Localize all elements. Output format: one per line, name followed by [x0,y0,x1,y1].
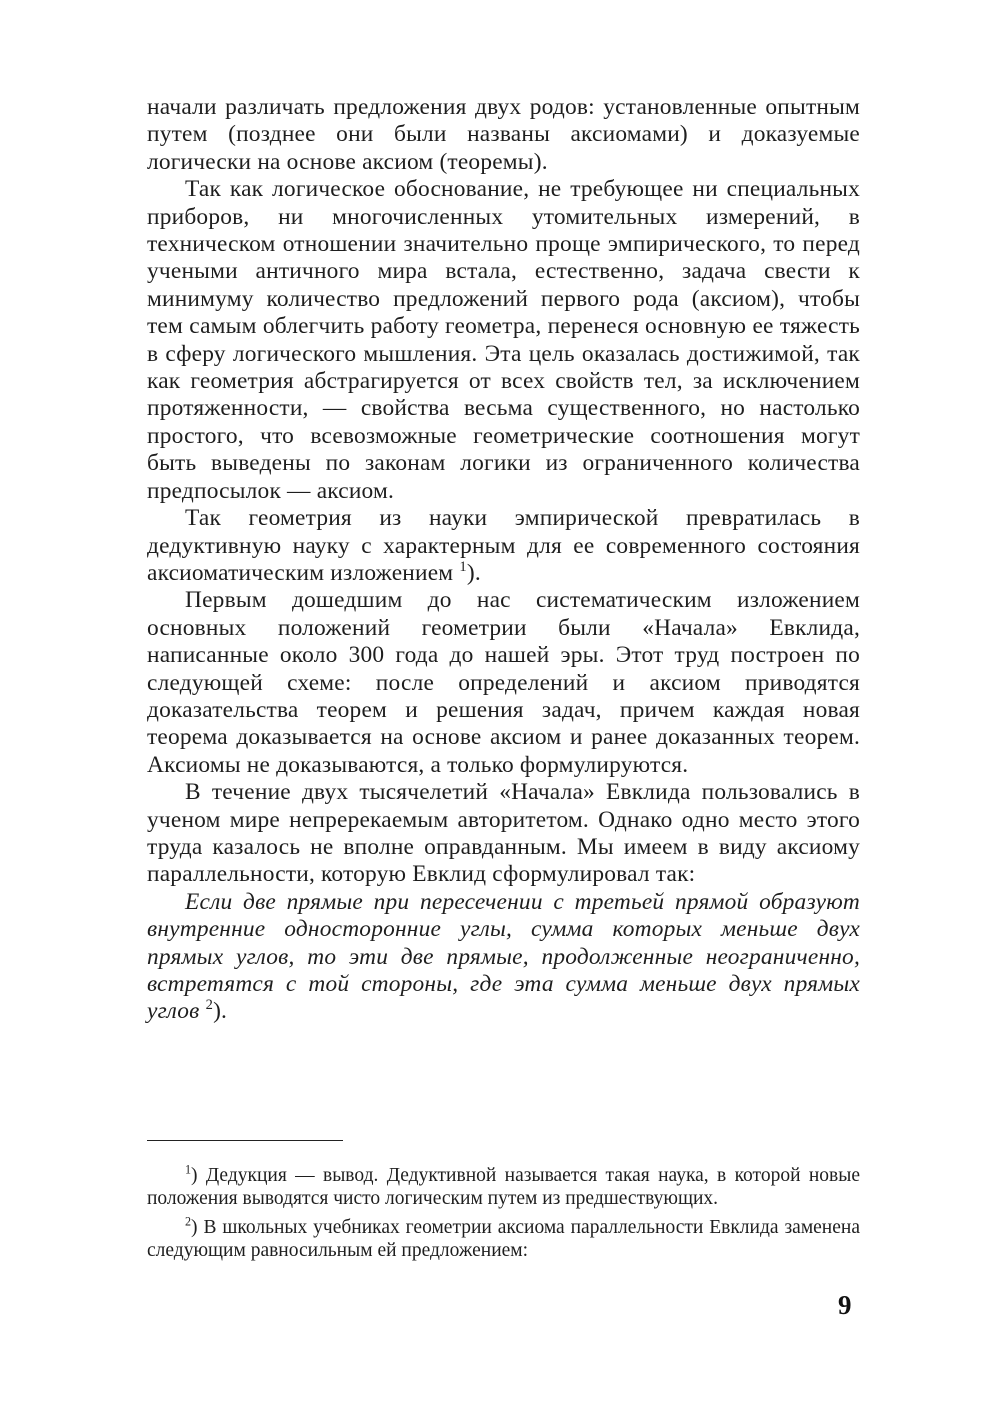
footnote-reference: 1 [459,559,467,576]
footnote-mark: 1 [185,1162,192,1177]
main-text [147,94,860,1026]
paragraph: Так как логическое обоснование, не требующее ни специальных приборов, ни многочисленных утомительных измерений, в техническом отношении значительно проще эмпирического, то перед учеными античного мира встала, естественно, задача свести к минимуму количество предложений первого рода (аксиом), чтобы тем самым облегчить работу геометра, перенеся основную ее тяжесть в сферу логического мышления. Эта цель оказалась достижимой, так как геометрия абстрагируется от всех свойств тел, за исключением протяженности, — свойства весьма существенного, но настолько простого, что всевозможные геометрические соотношения могут быть выведены по законам логики из ограниченного количества предпосылок — аксиом. [147,176,860,504]
paragraph: Первым дошедшим до нас систематическим изложением основных положений геометрии были «Начала» Евклида, написанные около 300 года до нашей эры. Этот труд построен по следующей схеме: после определений и аксиом приводятся доказательства теорем и решения задач, причем каждая новая теорема доказывается на основе аксиом и ранее доказанных теорем. Аксиомы не доказываются, а только формулируются. [147,587,860,778]
paragraph: начали различать предложения двух родов: установленные опытным путем (позднее они были названы аксиомами) и доказуемые логически на основе аксиом (теоремы). [147,94,860,175]
paragraph: Так геометрия из науки эмпирической превратилась в дедуктивную науку с характерным для ее современного состояния аксиоматическим изложением $^1$). [147,505,860,586]
footnote: $^2$) В школьных учебниках геометрии аксиома параллельности Евклида заменена следующим равносильным ей предложением: [147,1214,860,1261]
footnotes [147,1162,860,1262]
footnote-reference: 2 [205,997,214,1014]
paragraph: В течение двух тысячелетий «Начала» Евклида пользовались в ученом мире непререкаемым авторитетом. Однако одно место этого труда казалось не вполне оправданным. Мы имеем в виду аксиому параллельности, которую Евклид сформулировал так: [147,779,860,888]
footnote-mark: 2 [185,1214,192,1229]
axiom-quote: Если две прямые при пересечении с третьей прямой образуют внутренние односторонние углы, сумма которых меньше двух прямых углов, то эти две прямые, продолженные неограниченно, встретятся с той стороны, где эта сумма меньше двух прямых углов $^2$). [147,888,860,1025]
footnote: $^1$) Дедукция — вывод. Дедуктивной называется такая наука, в которой новые положения выводятся чисто логическим путем из предшествующих. [147,1162,860,1209]
page-number: 9 [838,1290,852,1320]
footnote-divider [147,1140,343,1141]
